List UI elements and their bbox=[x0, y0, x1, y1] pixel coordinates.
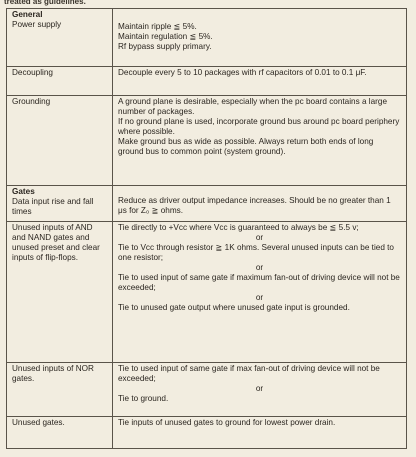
table-row bbox=[7, 95, 407, 185]
row-label-cell bbox=[7, 222, 113, 363]
header-note: treated as guidelines. bbox=[4, 0, 86, 6]
table-row bbox=[7, 186, 407, 222]
row-label: Data input rise and fall times bbox=[12, 197, 94, 217]
row-desc-cell bbox=[113, 9, 407, 67]
row-label: Unused inputs of AND and NAND gates and unused preset and clear inputs of flip-flops. bbox=[12, 223, 100, 263]
row-desc: Reduce as driver output impedance increases. Should be no greater than 1 μs for Z₀ ≧ ohms. bbox=[118, 196, 391, 216]
table-row bbox=[7, 9, 407, 67]
row-desc-cell bbox=[113, 222, 407, 363]
row-desc-cell bbox=[113, 66, 407, 95]
row-label: Unused gates. bbox=[12, 417, 65, 427]
row-label-cell bbox=[7, 186, 113, 222]
row-desc-part: Tie to used input of same gate if maximum fan-out of driving device will not be exceeded; bbox=[118, 273, 400, 293]
or-separator: or bbox=[255, 233, 264, 243]
row-desc: A ground plane is desirable, especially when the pc board contains a large number of packages. If no ground plane is used, incorporate ground bus around pc board periphery where possible. Make ground bus as wide as possible. Always return both ends of long ground bus to common point (system ground). bbox=[118, 96, 400, 156]
row-desc-part: Tie to unused gate output where unused gate input is grounded. bbox=[118, 303, 350, 313]
or-separator: or bbox=[255, 293, 264, 303]
row-desc-part: Tie directly to +Vcc where Vcc is guaranteed to always be ≦ 5.5 v; bbox=[118, 223, 359, 233]
row-desc-part: Tie to Vcc through resistor ≧ 1K ohms. Several unused inputs can be tied to one resistor; bbox=[118, 243, 394, 263]
guidelines-table bbox=[6, 8, 407, 449]
row-desc-part: Tie to ground. bbox=[118, 394, 169, 404]
row-label: Decoupling bbox=[12, 67, 53, 77]
row-label: Power supply bbox=[12, 20, 62, 29]
row-label-cell bbox=[7, 363, 113, 417]
table-row bbox=[7, 222, 407, 363]
row-desc: Decouple every 5 to 10 packages with rf capacitors of 0.01 to 0.1 μF. bbox=[118, 67, 367, 77]
row-desc: Tie inputs of unused gates to ground for lowest power drain. bbox=[118, 417, 336, 427]
row-label-cell bbox=[7, 9, 113, 67]
row-desc-cell bbox=[113, 186, 407, 222]
row-desc-part: Tie to used input of same gate if max fan-out of driving device will not be exceeded; bbox=[118, 364, 380, 384]
row-label-cell bbox=[7, 416, 113, 448]
row-label-cell bbox=[7, 95, 113, 185]
or-separator: or bbox=[255, 263, 264, 273]
row-desc: Maintain ripple ≦ 5%. Maintain regulation ≦ 5%. Rf bypass supply primary. bbox=[118, 22, 213, 51]
row-label: Unused inputs of NOR gates. bbox=[12, 364, 94, 384]
section-heading-gates: Gates bbox=[12, 187, 35, 197]
table-row bbox=[7, 363, 407, 417]
row-desc-cell bbox=[113, 416, 407, 448]
row-desc-cell bbox=[113, 363, 407, 417]
or-separator: or bbox=[255, 384, 264, 394]
section-heading-general: General bbox=[12, 10, 43, 19]
row-desc-cell bbox=[113, 95, 407, 185]
table-row bbox=[7, 66, 407, 95]
row-label-cell bbox=[7, 66, 113, 95]
row-label: Grounding bbox=[12, 96, 51, 106]
table-row bbox=[7, 416, 407, 448]
